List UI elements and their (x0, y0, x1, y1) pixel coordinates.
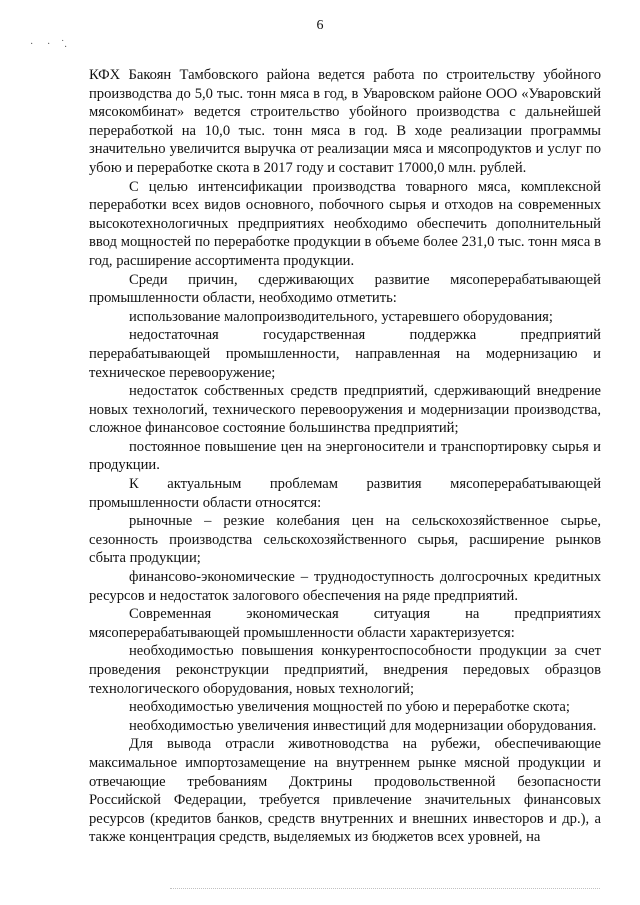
list-item: финансово-экономические – труднодоступность долгосрочных кредитных ресурсов и недостаток залогового обеспечения на ряде предприятий. (89, 569, 601, 604)
list-item: недостаточная государственная поддержка предприятий перерабатывающей промышленности, направленная на модернизацию и техническое перевооружение; (89, 327, 601, 381)
list-item: использование малопроизводительного, устаревшего оборудования; (129, 308, 553, 325)
paragraph: С целью интенсификации производства товарного мяса, комплексной переработки всех видов основного, побочного сырья и отходов на современных высокотехнологичных предприятиях необходимо обеспечить дополнительный ввод мощностей по переработке продукции в объеме более 231,0 тыс. тонн мяса в год, расширение ассортимента продукции. (89, 178, 601, 269)
paragraph: КФХ Бакоян Тамбовского района ведется работа по строительству убойного производства до 5,0 тыс. тонн мяса в год, в Уваровском районе ООО «Уваровский мясокомбинат» ведется строительство убойного производства с дальнейшей переработкой на 10,0 тыс. тонн мяса в год. В ходе реализации программы значительно увеличится выручка от реализации мяса и мясопродуктов и услуг по убою и переработке скота в 2017 году и составит 17000,0 млн. рублей. (89, 67, 601, 176)
list-item: недостаток собственных средств предприятий, сдерживающий внедрение новых технологий, технического перевооружения и модернизации производства, сложное финансовое состояние большинства предприятий; (89, 383, 601, 437)
paragraph: Среди причин, сдерживающих развитие мясоперерабатывающей промышленности области, необходимо отметить: (89, 271, 601, 307)
list-item: постоянное повышение цен на энергоносители и транспортировку сырья и продукции. (89, 438, 601, 474)
page-number: 6 (316, 18, 324, 33)
paragraph: Современная экономическая ситуация на предприятиях мясоперерабатывающей промышленности области характеризуется: (89, 606, 601, 641)
paragraph: К актуальным проблемам развития мясоперерабатывающей промышленности области относятся: (89, 476, 601, 511)
list-item: необходимостью повышения конкурентоспособности продукции за счет проведения реконструкции предприятий, внедрения передовых образцов технологического оборудования, новых технологий; (89, 643, 601, 697)
scan-dot: · (30, 39, 34, 50)
list-item: необходимостью увеличения мощностей по убою и переработке скота; (129, 699, 570, 716)
scan-dot: ˙. (61, 39, 67, 50)
scan-dot: · (47, 39, 51, 50)
paragraph: Для вывода отрасли животноводства на рубежи, обеспечивающие максимальное импортозамещение на внутреннем рынке мясной продукции и отвечающие требованиям Доктрины продовольственной безопасности Российской Федерации, требуется привлечение значительных финансовых ресурсов (кредитов банков, средств внутренних и внешних инвесторов и др.), а также концентрация средств, выделяемых из бюджетов всех уровней, на (89, 736, 601, 846)
scan-artifact (170, 888, 600, 895)
document-body (89, 66, 601, 847)
list-item: рыночные – резкие колебания цен на сельскохозяйственное сырье, сезонность производства сельскохозяйственного сырья, расширение рынков сбыта продукции; (89, 513, 601, 567)
list-item: необходимостью увеличения инвестиций для модернизации оборудования. (129, 717, 597, 734)
